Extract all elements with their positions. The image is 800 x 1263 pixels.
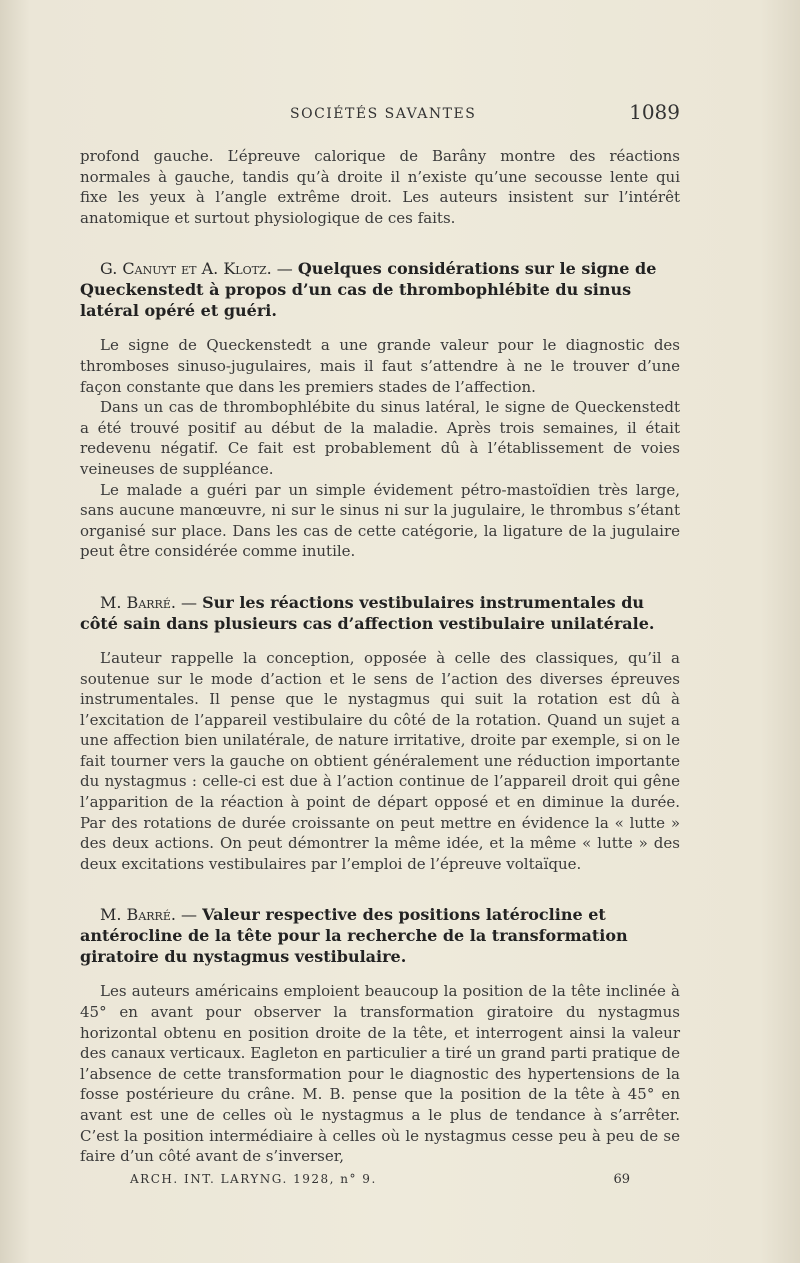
entry-heading <box>80 592 680 634</box>
entry-title: Valeur respective des positions latérocline et antérocline de la tête pour la recherche de la transformation giratoire du nystagmus vestibulaire. <box>80 905 628 967</box>
journal-reference: ARCH. INT. LARYNG. 1928, n° 9. <box>130 1172 377 1186</box>
page-number: 1089 <box>629 100 680 124</box>
entry-paragraph: Dans un cas de thrombophlébite du sinus latéral, le signe de Queckenstedt a été trouvé positif au début de la maladie. Après trois semaines, il était redevenu négatif. Ce fait est probablement dû à l’établissement de voies veineuses de suppléance. <box>80 398 680 478</box>
entry-authors: G. Canuyt et A. Klotz. — <box>100 259 293 279</box>
entry-canuyt-klotz <box>80 258 680 562</box>
entry-authors: M. Barré. — <box>100 905 198 925</box>
page-header <box>80 100 680 130</box>
entry-heading <box>80 258 680 321</box>
entry-barre-positions <box>80 904 680 1166</box>
page-footer <box>130 1172 630 1192</box>
entry-heading <box>80 904 680 967</box>
signature-mark: 69 <box>613 1172 630 1187</box>
entry-paragraph: Le signe de Queckenstedt a une grande valeur pour le diagnostic des thromboses sinuso-jugulaires, mais il faut s’attendre à ne le trouver d’une façon constante que dans les premiers stades de l’affection. <box>80 336 680 396</box>
entry-paragraph: L’auteur rappelle la conception, opposée à celle des classiques, qu’il a soutenue sur le mode d’action et le sens de l’action des diverses épreuves instrumentales. Il pense que le nystagmus qui suit la rotation est dû à l’excitation de l’appareil vestibulaire du côté de la rotation. Quand un sujet a une affection bien unilatérale, de nature irritative, droite par exemple, si on le fait tourner vers la gauche on obtient généralement une réduction importante du nystagmus : celle-ci est due à l’action continue de l’appareil droit qui gêne l’apparition de la réaction à point de départ opposé et en diminue la durée. Par des rotations de durée croissante on peut mettre en évidence la « lutte » des deux actions. On peut démontrer la même idée, et la même « lutte » des deux excitations vestibulaires par l’emploi de l’épreuve voltaïque. <box>80 648 680 873</box>
entry-barre-reactions <box>80 592 680 875</box>
entry-paragraph: Les auteurs américains emploient beaucoup la position de la tête inclinée à 45° en avant pour observer la transformation giratoire du nystagmus horizontal obtenu en position droite de la tête, et interrogent ainsi la valeur des canaux verticaux. Eagleton en particulier a tiré un grand parti pratique de l’absence de cette transformation pour le diagnostic des hypertensions de la fosse postérieure du crâne. M. B. pense que la position de la tête à 45° en avant est une de celles où le nystagmus a le plus de tendance à s’arrêter. C’est la position intermédiaire à celles où le nystagmus cesse peu à peu de se faire d’un côté avant de s’inverser, <box>80 982 680 1166</box>
entry-paragraph: Le malade a guéri par un simple évidement pétro-mastoïdien très large, sans aucune manœuvre, ni sur le sinus ni sur la jugulaire, le thrombus s’étant organisé sur place. Dans les cas de cette catégorie, la ligature de la jugulaire peut être considérée comme inutile. <box>80 480 680 561</box>
entry-title: Sur les réactions vestibulaires instrumentales du côté sain dans plusieurs cas d’affection vestibulaire unilatérale. <box>80 592 655 633</box>
continuation-paragraph: profond gauche. L’épreuve calorique de Barâny montre des réactions normales à gauche, tandis qu’à droite il n’existe qu’une secousse lente qui fixe les yeux à l’angle extrême droit. Les auteurs insistent sur l’intérêt anatomique et surtout physiologique de ces faits. <box>80 147 680 227</box>
entry-title: Quelques considérations sur le signe de Queckenstedt à propos d’un cas de thrombophlébite du sinus latéral opéré et guéri. <box>80 259 657 321</box>
running-head: SOCIÉTÉS SAVANTES <box>290 106 477 122</box>
page-body <box>80 146 680 1167</box>
entry-authors: M. Barré. — <box>100 592 198 612</box>
